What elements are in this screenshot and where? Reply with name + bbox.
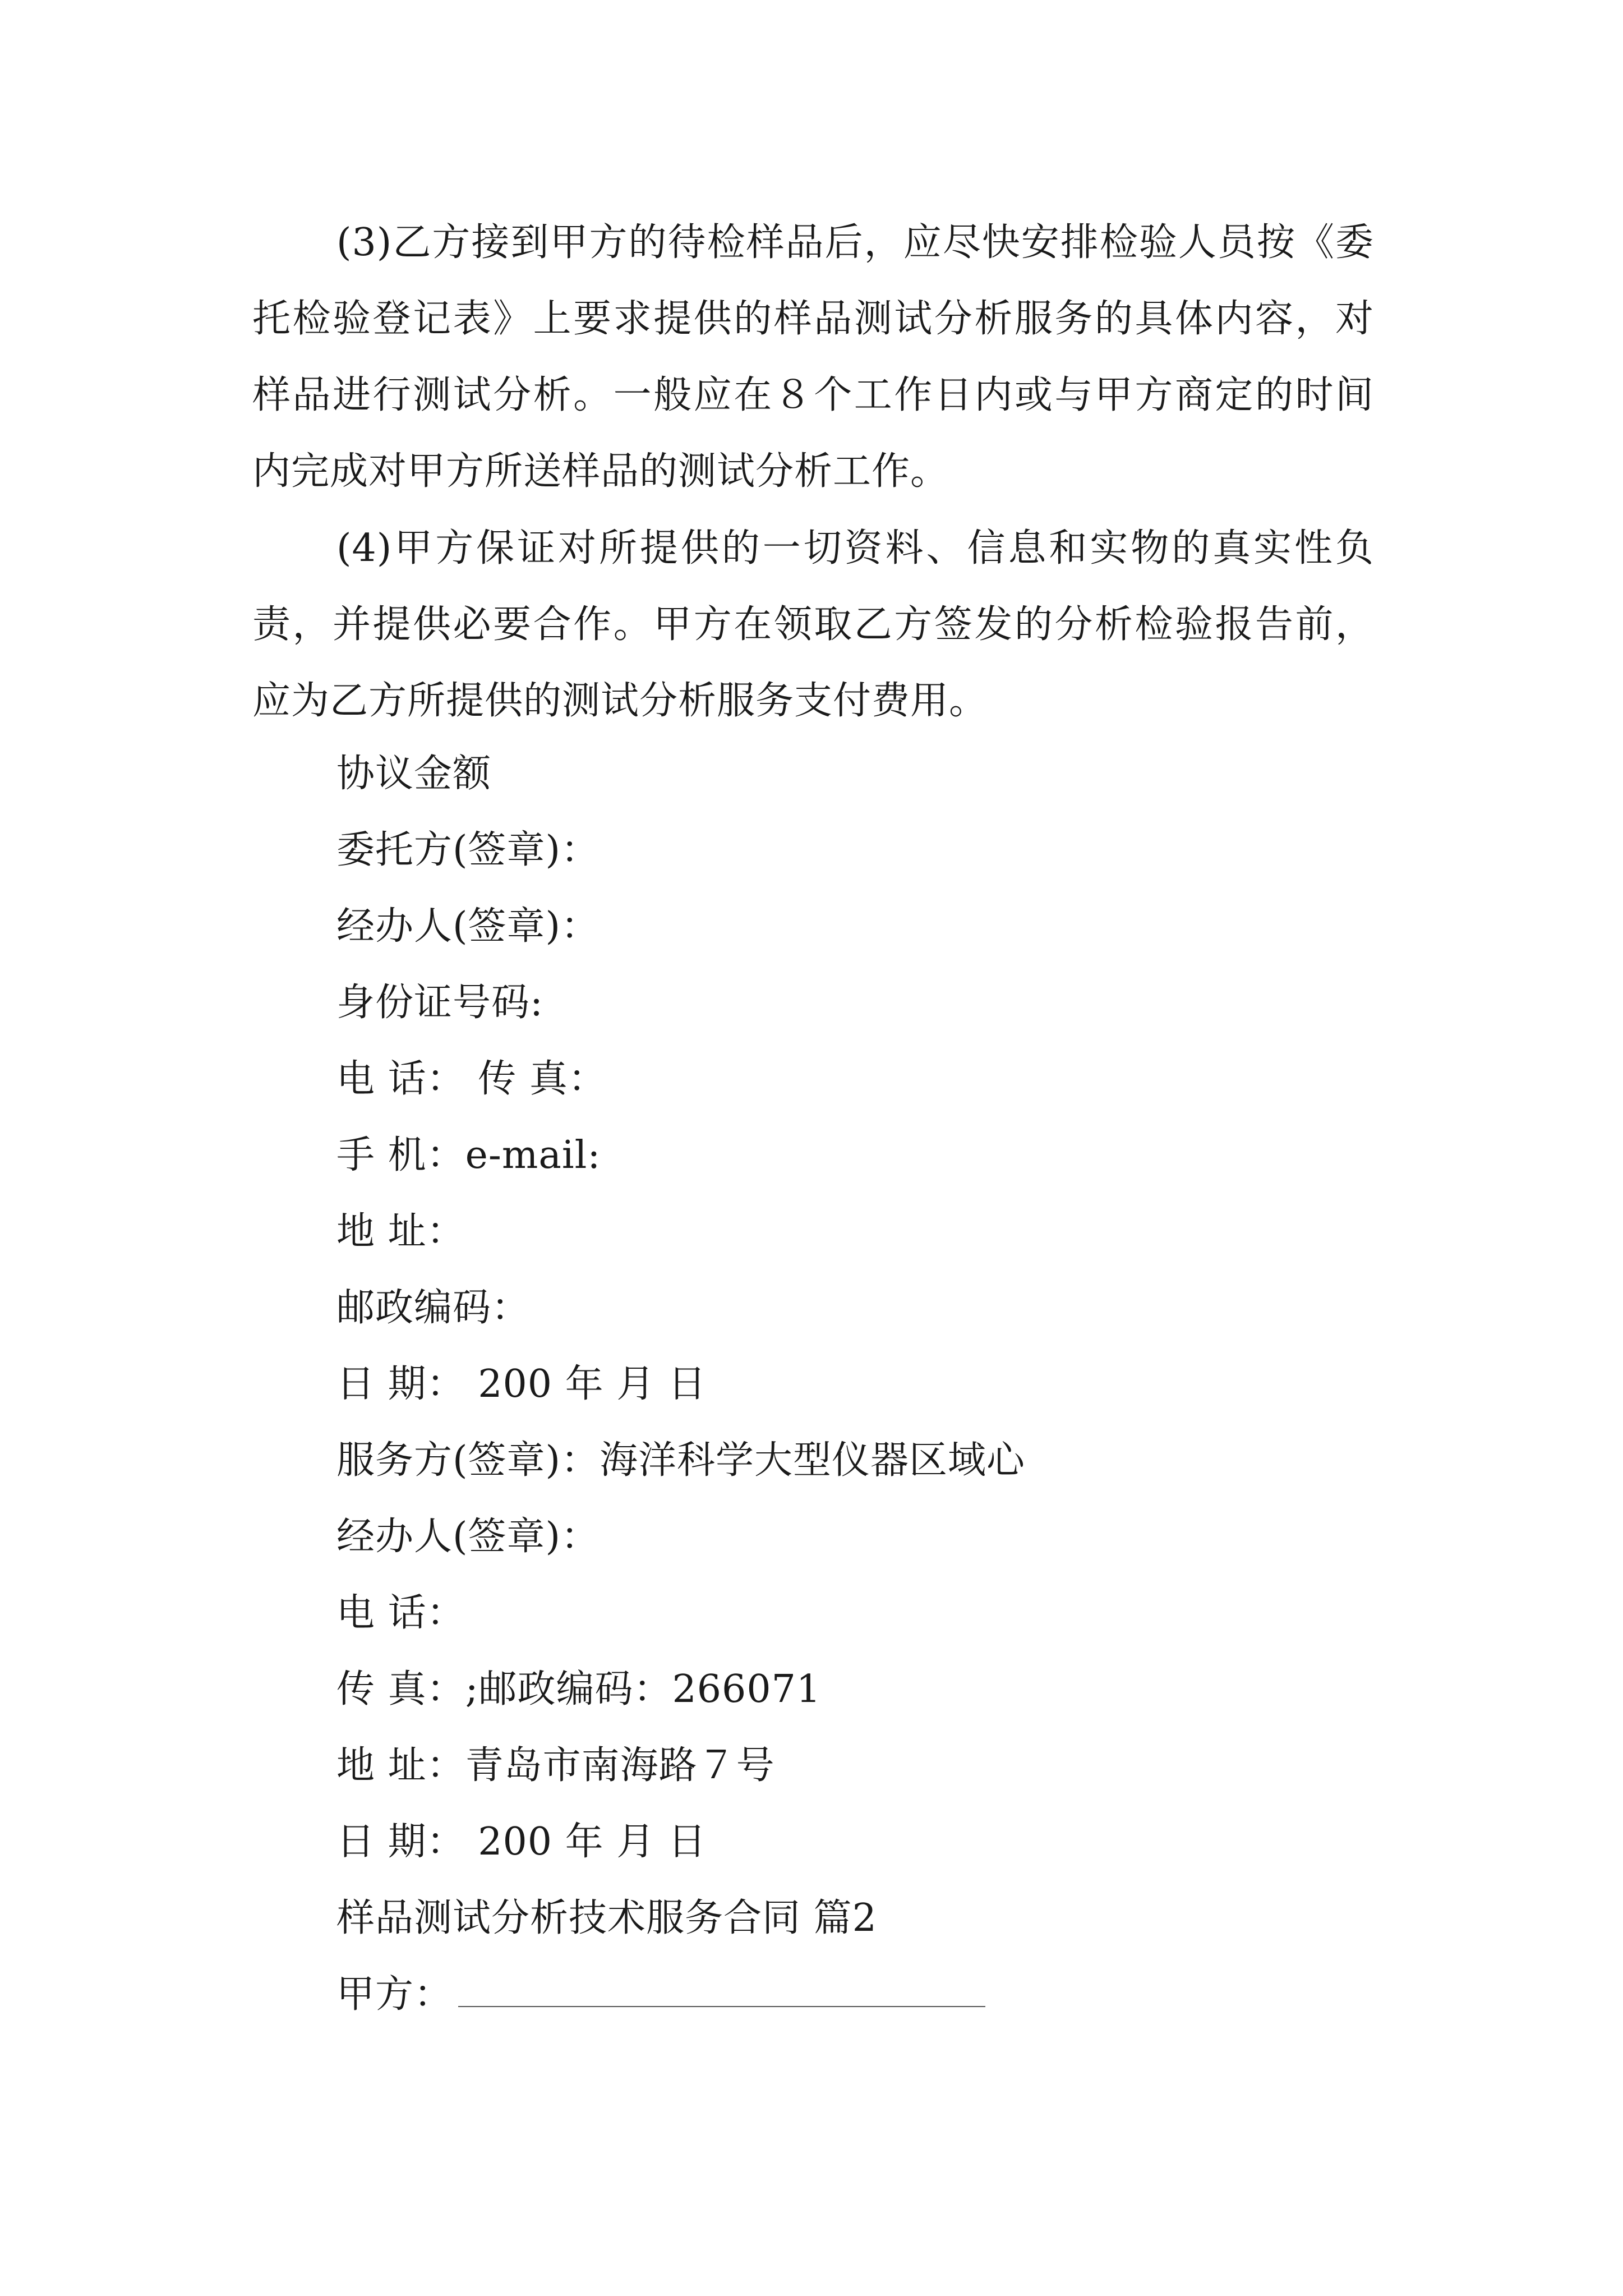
client-sign-label: 委托方(签章)： [336, 828, 600, 872]
client-phone-fax-label: 电 话： 传 真： [336, 1057, 607, 1101]
party-a-label: 甲方： [336, 1972, 453, 2017]
client-postcode-label: 邮政编码： [336, 1286, 531, 1330]
paragraph-3: (3)乙方接到甲方的待检样品后，应尽快安排检验人员按《委托检验登记表》上要求提供的样品测试分析服务的具体内容，对样品进行测试分析。一般应在８个工作日内或与甲方商定的时间内完成对甲方所送样品的测试分析工作。 [252, 220, 1374, 494]
client-address-label: 地 址： [336, 1209, 465, 1254]
provider-date-label: 日 期： 200 年 月 日 [336, 1820, 707, 1864]
section-title: 样品测试分析技术服务合同 篇2 [336, 1896, 877, 1940]
provider-sign-label: 服务方(签章)：海洋科学大型仪器区域心 [336, 1438, 1026, 1483]
agreement-amount-label: 协议金额 [336, 752, 492, 796]
paragraph-4: (4)甲方保证对所提供的一切资料、信息和实物的真实性负责，并提供必要合作。甲方在领取乙方签发的分析检验报告前，应为乙方所提供的测试分析服务支付费用。 [252, 526, 1374, 723]
client-mobile-email-label: 手 机：e-mail: [336, 1133, 601, 1177]
id-number-label: 身份证号码: [336, 981, 543, 1025]
provider-address-label: 地 址：青岛市南海路７号 [336, 1743, 775, 1788]
provider-fax-postcode-label: 传 真：;邮政编码：266071 [336, 1667, 822, 1711]
provider-handler-label: 经办人(签章)： [336, 1515, 600, 1559]
client-handler-label: 经办人(签章)： [336, 904, 600, 949]
party-a-line [336, 1967, 985, 2023]
client-date-label: 日 期： 200 年 月 日 [336, 1362, 707, 1406]
party-a-blank-underline [458, 1967, 985, 2007]
provider-phone-label: 电 话： [336, 1591, 465, 1635]
